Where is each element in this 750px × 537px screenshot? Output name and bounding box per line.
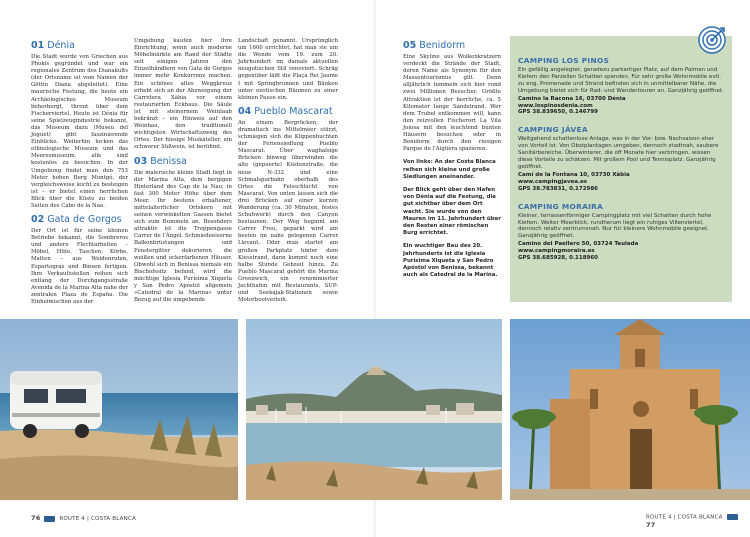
photo-camper-beach — [0, 319, 238, 500]
camping-website: www.campingjavea.es — [518, 178, 588, 185]
heading-number: 04 — [238, 105, 252, 117]
target-icon — [698, 26, 726, 54]
camping-name: CAMPING LOS PINOS — [518, 56, 610, 65]
camping-name: CAMPING MORAIRA — [518, 201, 604, 211]
photo-denia-harbor — [246, 319, 502, 500]
heading-benidorm — [403, 40, 501, 51]
camping-description: Kleiner, terrassenförmiger Campingplatz mit viel Schatten durch hohe Kiefern. Weiter Meerblick, rundherum liegt ein ruhiges Villenviertel, dennoch relativ zentrumsnah. Nur für kleinere Wohnmobile geeignet. Ganzjährig geöffnet. — [518, 212, 712, 240]
column-4 — [403, 38, 501, 285]
camping-gps: GPS 38.839650, 0.146799 — [518, 109, 599, 116]
camping-entry — [518, 125, 724, 192]
footer-right — [646, 514, 750, 529]
photo-caption-3: Ein wuchtiger Bau des 20. Jahrhunderts ist die Iglesia Purísima Xiqueta y San Pedro Apóstol von Benissa, bekannt auch als Catedral de la Marina. — [403, 243, 498, 279]
heading-title: Benissa — [150, 155, 188, 167]
paragraph-benissa-cont: Landschaft genannt. Ursprünglich um 1600 errichtet, hat man sie um die Wende vom 19. zum 20. Jahrhundert im damals aktuellen neugotischen Stil renoviert. Schräg gegenüber lädt die Plaça Rei Jaume I mit Springbrunnen und Bänken unter exotischen Bäumen zu einer kleinen Pause ein. — [238, 38, 338, 101]
paragraph-gata-cont: Umgebung kaufen hier ihre Einrichtung, wenn auch moderne Möbelmärkte am Rand der Städte seit einigen Jahren den Einzelhändlern von Gata de Gorgos immer mehr Konkurrenz machen. Ein schönes altes Weggkreuz erhebt sich an der Abzweigung der Carretera Xàbia vor einem restaurierten Eckhaus. Die Säule ist mit steinernem Weinlaub bekränzt – ein Hinweis auf den Weinbau, den traditionell wichtigsten Wirtschaftszweig des Ortes. Der hiesige Muskateller, ein schwerer Süßwein, ist berühmt. — [134, 38, 232, 151]
heading-number: 02 — [31, 214, 45, 226]
footer-route: ROUTE 4 — [59, 516, 86, 522]
heading-title: Pueblo Mascarat — [254, 105, 333, 117]
heading-number: 05 — [403, 40, 417, 51]
footer-separator: | — [673, 514, 676, 521]
footer-route: ROUTE 4 — [646, 514, 672, 521]
paragraph-gata: Der Ort ist für seine kleinen Betriebe bekannt, die Sombreros und andere Flechtarbeiten – Möbel, Hüte, Taschen, Körbe, Matten – aus Weidenruten, Espartogras und Binsen fertigen. Ihre Verkaufsstellen reihen sich entlang der Durchgangsstraße Avenida de la Marina Alta nahe der zentralen Plaza de España. Die Einheimischen aus der — [31, 228, 128, 305]
page-number: 77 — [646, 520, 656, 529]
magazine-logo-icon — [727, 514, 738, 520]
heading-title: Dénia — [47, 40, 75, 51]
heading-number: 01 — [31, 40, 45, 51]
page-number: 76 — [31, 514, 41, 522]
heading-benissa — [134, 156, 232, 167]
heading-gata — [31, 214, 128, 225]
heading-title: Benidorm — [419, 40, 466, 51]
column-3 — [238, 38, 338, 308]
camping-entry — [518, 202, 724, 262]
camping-description: Weitgehend schattenlose Anlage, was in der Vor- bzw. Nachsaison eher von Vorteil ist. Von Obstplantagen umgeben, dennoch stadtnah, saubere Sanitärbereiche. Überwinterer, die off Monate hier verbringen, wissen diese Vorteile zu schätzen. Mit großem Pool und Tennisplatz. Ganzjährig geöffnet. — [518, 136, 719, 170]
camping-website: www.lospinosdenia.com — [518, 102, 593, 109]
paragraph-mascarat: An einem Bergrücken, der dramatisch ins Mittelmeer stürzt, schmiegen sich die Klippenbuchten der Feriensiedlung Pueblo Mascarat. Über waghalsige Brücken binweg überwinden die alte (gepuerte) Küstenstraße, die neue N-332 und eine Schmalspurbahn oberhalb des Ortes die Felsschlucht von Mascarat. Von unten lassen sich die drei Brücken auf einer kurzen Wanderung (ca. 30 Minuten, festes Schuhwerk) durch den Canyon bestaunen. Der Weg beginnt am Carrer Freu, geparkt wird am besten im nahe gelegenen Carrer Llevant. Oder man startet am großen Parkplatz hinter dem Kiesstrand, dann kommt noch eine halbe Stunde Gehzeit hinzu. Zu Pueblo Mascarat gehört die Marina Greenwich, ein renommierter Jachthafen mit Restaurants, SUP- und Seekajak-Stationen sowie Motorbootverleih. — [238, 119, 338, 304]
camping-gps: GPS 38.685928, 0.118960 — [518, 255, 599, 262]
footer-region: COSTA BLANCA — [91, 516, 136, 522]
camping-info-box — [510, 36, 732, 302]
paragraph-denia: Die Stadt wurde von Griechen aus Phokis gegründet und war ein regionales Zentrum des Dianakults (der Ortsname ist vom Namen der Göttin Diana abgeleitet). Eine maurische Festung, die heute ein Archäologisches Museum beherbergt, thront über dem Fischerviertel. Heute ist Dénia für seine Spielzeugindustrie bekannt, das Museum dazu (Museu del Joguet) gibt faszinierende Einblicke. Weiterhin locken das ethnologische Museum und das Meeresmuseum, alle sind kostenlos zu besuchen. In der Umgebung findet man den 753 Meter hohen Berg Montgó, der vergleichsweise leicht zu besteigen ist – er bietet einen herrlichen Blick über die Küste zu beiden Seiten des Cabo de la Nao. — [31, 54, 128, 209]
camping-gps: GPS 38.783831, 0.172986 — [518, 185, 599, 192]
photo-benissa-cathedral — [510, 319, 750, 500]
camping-address: Camí de la Fontana 10, 03730 Xàbia — [518, 171, 630, 178]
camping-website: www.campingmoraira.es — [518, 248, 595, 255]
column-1 — [31, 38, 128, 310]
camping-name: CAMPING JÁVEA — [518, 125, 588, 135]
heading-mascarat — [238, 106, 338, 117]
camping-address: Camino la Racona 16, 03700 Dénia — [518, 95, 626, 102]
footer-left — [31, 514, 136, 522]
footer-separator: | — [86, 516, 90, 522]
camping-description: Ein gefällig angelegter, geradezu parkartiger Platz, auf dem Palmen und Kiefern den Parzellen Schatten spenden. Für sehr große Wohnmobile evtl. zu eng. Promenade und Strand befinden sich in unmittelbarer Nähe, die Umgebung bietet sich für Rad- und Wandertouren an. Ganzjährig geöffnet. — [518, 67, 724, 94]
paragraph-benissa: Die malerische kleine Stadt liegt in der Marina Alta, dem bergigen Hinterland des Cap de la Nau, in fast 300 Meter Höhe über dem Meer. Ihr bestens erhaltener, mittelalterlicher Ortskern mit seinen verwinkelten Gassen bietet sich zum Bummeln an. Besonders attraktiv ist die Treppengasse Carrer de l’Àngel. Schmiedeeiserne Balkonbrüstungen und Fenstergitter dekorieren die weißen und ockerfarbenen Häuser. Obwohl sich in Benissa niemals ein Bischofssitz befand, wird die mächtige Iglesia Purísima Xiqueta y San Pedro Apóstol allgemein »Catedral de la Marina« unter Bezug auf die umgebende — [134, 169, 232, 304]
paragraph-benidorm: Eine Skyline aus Wolkenkratzern verdeckt die Strände der Stadt, deren Name als Synonym für den Massentourismus gilt. Denn alljährlich tummeln sich hier rund zwei Millionen Besucher. Größte Attraktion ist der herrliche, ca. 5 Kilometer lange Sandstrand. Wer dem Trubel entkommen will, kann den reizvollen Fischerort La Vila Joiosa mit den leuchtend bunten Häusern besuchen oder in Benidorm durch den riesigen Parque de l’Aigüera spazieren. — [403, 54, 501, 153]
heading-title: Gata de Gorgos — [47, 214, 122, 226]
heading-denia — [31, 40, 128, 51]
photo-caption-2: Der Blick geht über den Hafen von Dénia auf die Festung, die gut sichtbar über dem Ort wacht. Sie wurde von den Mauren im 11. Jahrhundert über den Resten einer römischen Burg errichtet. — [403, 186, 501, 237]
column-2 — [134, 38, 232, 308]
heading-number: 03 — [134, 155, 148, 167]
magazine-logo-icon — [44, 516, 55, 522]
photo-caption-1: Von links: An der Costa Blanca reihen sich kleine und große Siedlungen aneinander. — [403, 159, 496, 180]
camping-address: Camino del Paellero 50, 03724 Teulada — [518, 241, 639, 248]
camping-entry — [518, 56, 724, 116]
footer-region: COSTA BLANCA — [677, 514, 723, 521]
